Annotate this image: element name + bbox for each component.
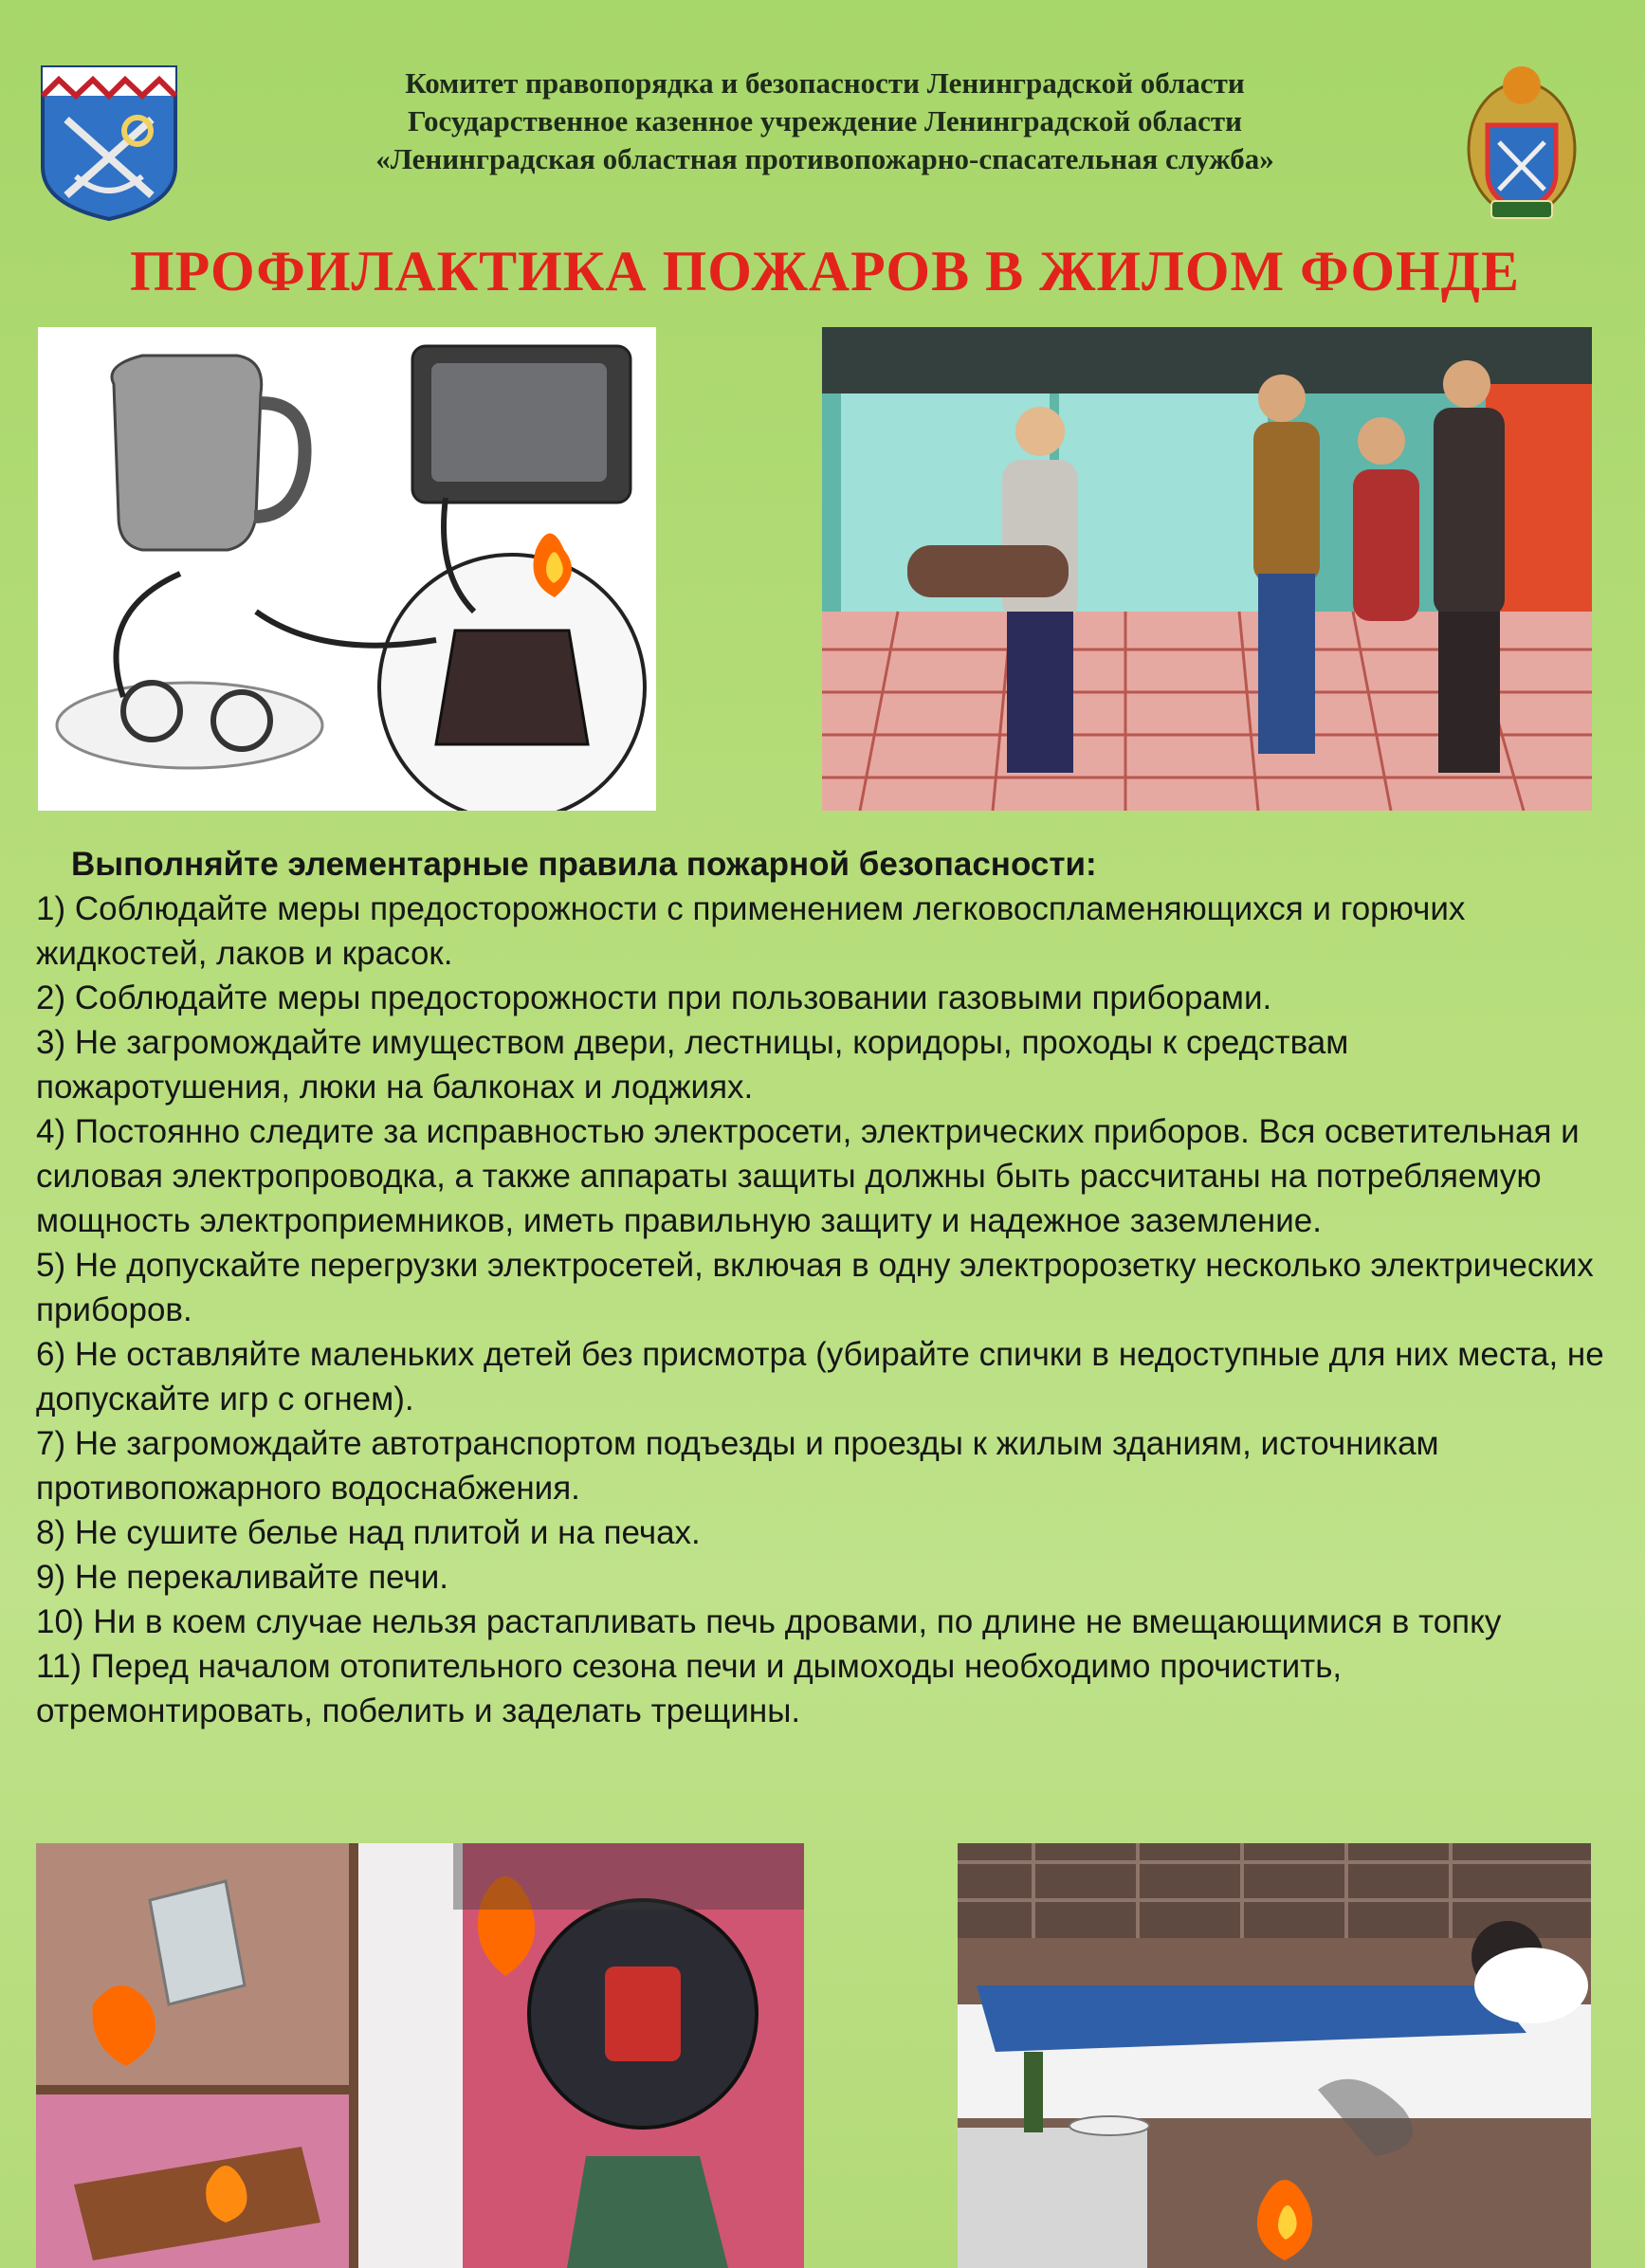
poster-title: ПРОФИЛАКТИКА ПОЖАРОВ В ЖИЛОМ ФОНДЕ xyxy=(129,240,1521,302)
rule-item: 6) Не оставляйте маленьких детей без присмотра (убирайте спички в недоступные для них места, не допускайте игр с огнем). xyxy=(36,1336,1604,1418)
illustration-appliances-overload xyxy=(38,327,656,811)
rule-item: 8) Не сушите белье над плитой и на печах. xyxy=(36,1514,701,1551)
header-line-service: «Ленинградская областная противопожарно-спасательная служба» xyxy=(375,142,1274,175)
fire-rescue-service-emblem xyxy=(1465,59,1579,225)
safety-rules xyxy=(36,842,1610,1733)
illustration-heater-fires xyxy=(36,1843,804,2268)
illustration-smoking-in-bed xyxy=(958,1843,1591,2268)
rule-item: 4) Постоянно следите за исправностью электросети, электрических приборов. Вся осветительная и силовая электропроводка, а также аппараты защиты должны быть рассчитаны на потребляемую мощность электроприемников, иметь правильную защиту и надежное заземление. xyxy=(36,1113,1580,1239)
rules-heading: Выполняйте элементарные правила пожарной безопасности: xyxy=(71,846,1097,883)
rule-item: 11) Перед началом отопительного сезона печи и дымоходы необходимо прочистить, отремонтировать, побелить и заделать трещины. xyxy=(36,1648,1343,1729)
rule-item: 9) Не перекаливайте печи. xyxy=(36,1559,448,1596)
header-organization xyxy=(209,64,1441,178)
header-line-committee: Комитет правопорядка и безопасности Ленинградской области xyxy=(405,66,1245,100)
rule-item: 2) Соблюдайте меры предосторожности при пользовании газовыми приборами. xyxy=(36,979,1272,1016)
leningrad-oblast-coat-of-arms xyxy=(38,63,180,222)
illustration-evacuation xyxy=(822,327,1592,811)
rule-item: 7) Не загромождайте автотранспортом подъезды и проезды к жилым зданиям, источникам противопожарного водоснабжения. xyxy=(36,1425,1439,1507)
rule-item: 3) Не загромождайте имуществом двери, лестницы, коридоры, проходы к средствам пожаротушения, люки на балконах и лоджиях. xyxy=(36,1024,1349,1106)
header-line-institution: Государственное казенное учреждение Ленинградской области xyxy=(407,104,1243,137)
rule-item: 5) Не допускайте перегрузки электросетей, включая в одну электророзетку несколько электрических приборов. xyxy=(36,1247,1594,1328)
rule-item: 1) Соблюдайте меры предосторожности с применением легковоспламеняющихся и горючих жидкостей, лаков и красок. xyxy=(36,890,1466,972)
rule-item: 10) Ни в коем случае нельзя растапливать печь дровами, по длине не вмещающимися в топку xyxy=(36,1603,1502,1640)
